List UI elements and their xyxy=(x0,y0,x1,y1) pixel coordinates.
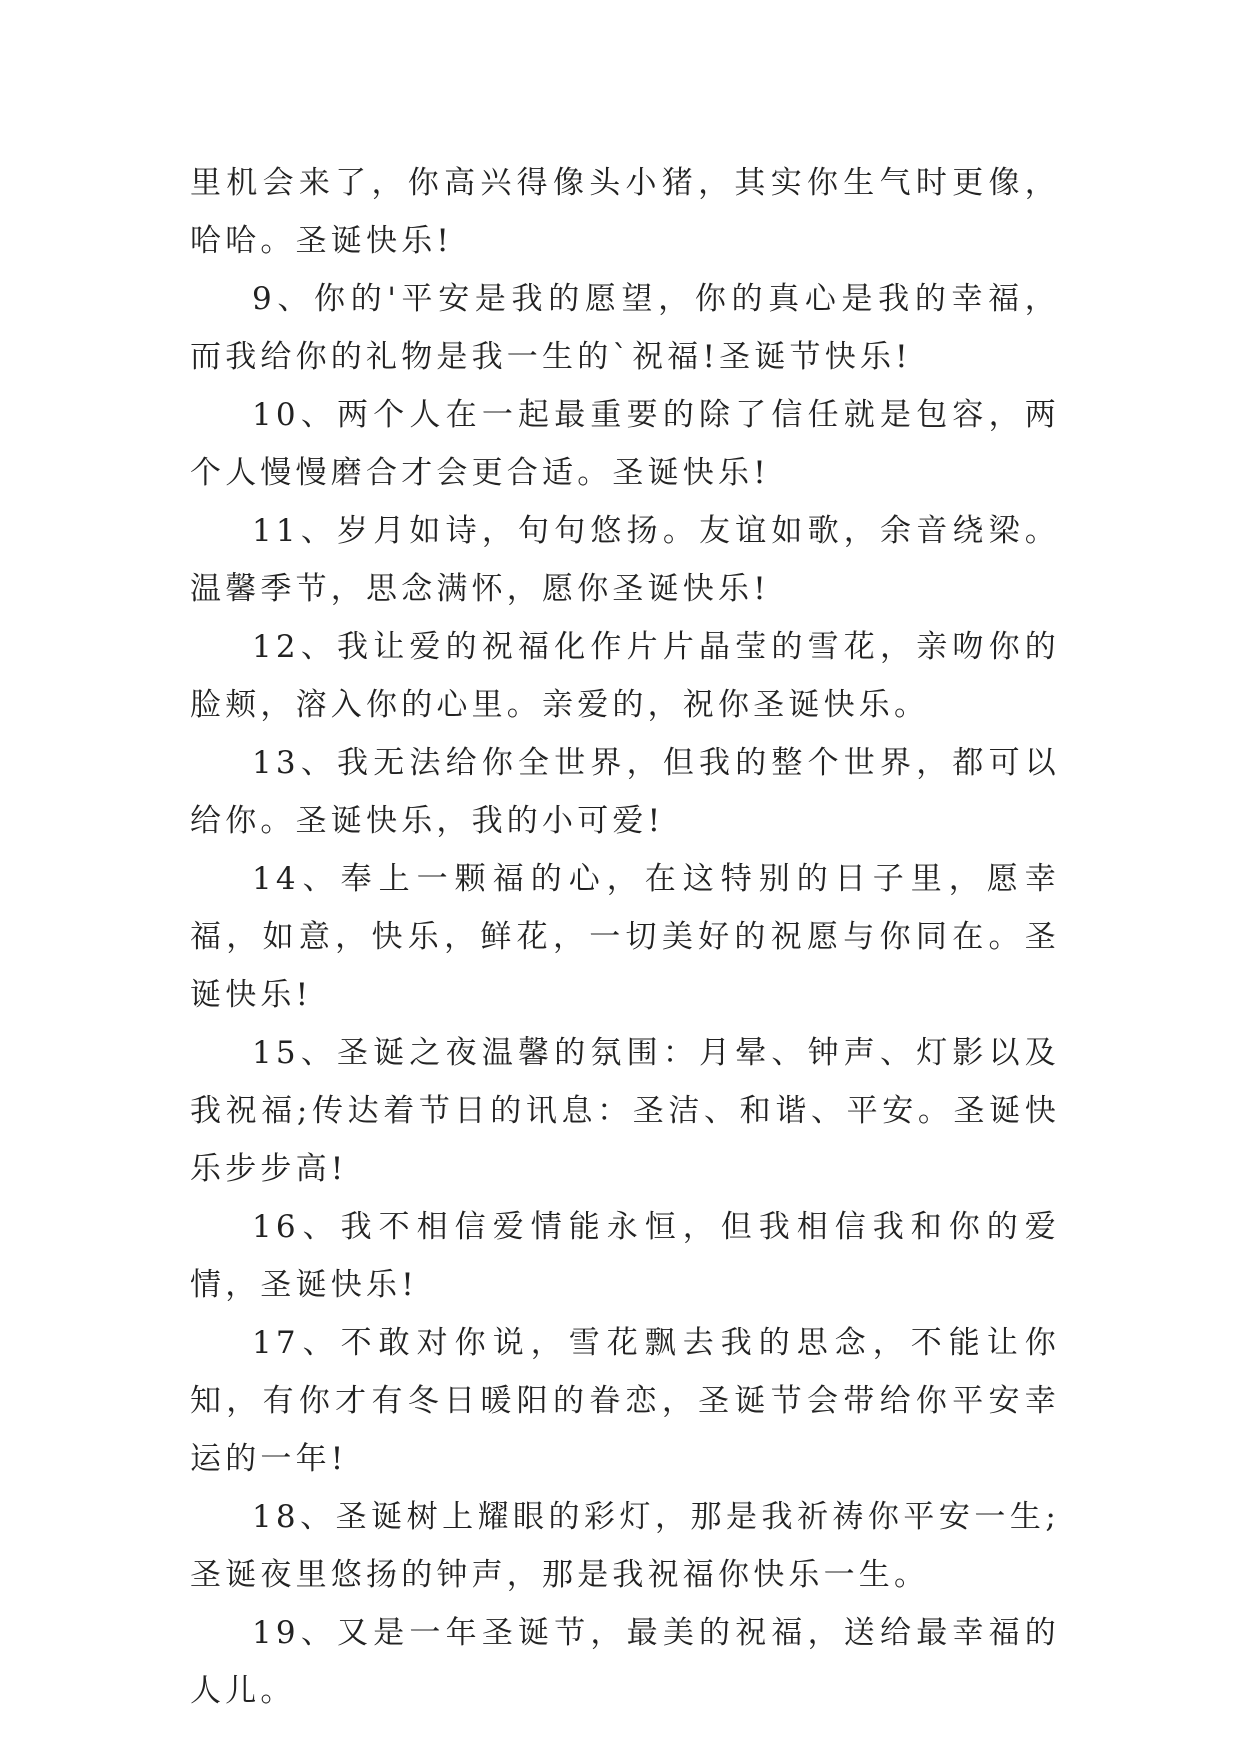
paragraph: 14、奉上一颗福的心，在这特别的日子里，愿幸福，如意，快乐，鲜花，一切美好的祝愿与你同在。圣诞快乐! xyxy=(190,861,1060,1013)
paragraph: 16、我不相信爱情能永恒，但我相信我和你的爱情，圣诞快乐! xyxy=(190,1209,1060,1303)
paragraph: 12、我让爱的祝福化作片片晶莹的雪花，亲吻你的脸颊，溶入你的心里。亲爱的，祝你圣诞快乐。 xyxy=(190,629,1060,723)
document-body xyxy=(190,154,1060,1720)
paragraph: 17、不敢对你说，雪花飘去我的思念，不能让你知，有你才有冬日暖阳的眷恋，圣诞节会带给你平安幸运的一年! xyxy=(190,1325,1060,1477)
paragraph: 13、我无法给你全世界，但我的整个世界，都可以给你。圣诞快乐，我的小可爱! xyxy=(190,745,1060,839)
paragraph: 11、岁月如诗，句句悠扬。友谊如歌，余音绕梁。温馨季节，思念满怀，愿你圣诞快乐! xyxy=(190,513,1060,607)
paragraph: 里机会来了，你高兴得像头小猪，其实你生气时更像，哈哈。圣诞快乐! xyxy=(190,165,1060,259)
paragraph: 10、两个人在一起最重要的除了信任就是包容，两个人慢慢磨合才会更合适。圣诞快乐! xyxy=(190,397,1060,491)
paragraph: 19、又是一年圣诞节，最美的祝福，送给最幸福的人儿。 xyxy=(190,1615,1060,1709)
paragraph: 15、圣诞之夜温馨的氛围：月晕、钟声、灯影以及我祝福;传达着节日的讯息：圣洁、和谐、平安。圣诞快乐步步高! xyxy=(190,1035,1060,1187)
paragraph: 9、你的'平安是我的愿望，你的真心是我的幸福，而我给你的礼物是我一生的`祝福!圣诞节快乐! xyxy=(190,281,1060,375)
paragraph: 18、圣诞树上耀眼的彩灯，那是我祈祷你平安一生;圣诞夜里悠扬的钟声，那是我祝福你快乐一生。 xyxy=(190,1499,1060,1593)
